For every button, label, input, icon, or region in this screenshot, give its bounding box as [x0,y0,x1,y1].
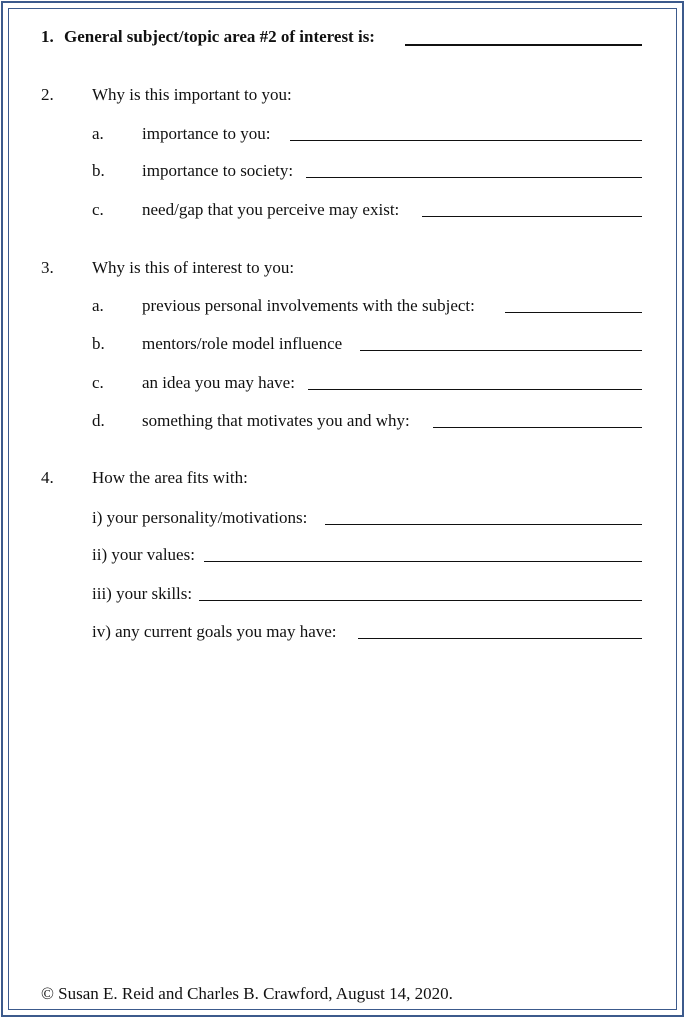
answer-line-q3a[interactable] [505,297,642,313]
item-text: iii) your skills: [92,584,193,603]
item-text: an idea you may have: [142,373,295,392]
question-2-text: Why is this important to you: [92,85,292,104]
item-text: ii) your values: [92,545,195,564]
question-1-number: 1. [41,27,54,46]
item-letter: d. [92,411,105,430]
item-letter: b. [92,334,105,353]
item-letter: c. [92,200,104,219]
answer-line-q4ii[interactable] [204,546,642,562]
item-text: previous personal involvements with the subject: [142,296,475,315]
question-3-number: 3. [41,258,54,277]
item-text: need/gap that you perceive may exist: [142,200,400,219]
item-letter: c. [92,373,104,392]
question-2-number: 2. [41,85,54,104]
question-1 [41,27,375,47]
item-text: importance to you: [142,124,271,143]
answer-line-q4iii[interactable] [199,585,642,601]
question-1-text: General subject/topic area #2 of interest is: [64,27,375,46]
question-3-text: Why is this of interest to you: [92,258,295,277]
question-4-number: 4. [41,468,54,487]
answer-line-q1[interactable] [405,25,642,46]
answer-line-q2c[interactable] [422,201,642,217]
item-letter: b. [92,161,105,180]
answer-line-q4iv[interactable] [358,623,642,639]
item-text: mentors/role model influence [142,334,343,353]
answer-line-q3d[interactable] [433,412,642,428]
answer-line-q2b[interactable] [306,162,642,178]
answer-line-q3c[interactable] [308,374,642,390]
item-text: iv) any current goals you may have: [92,622,337,641]
copyright-footer: © Susan E. Reid and Charles B. Crawford, August 14, 2020. [41,984,453,1003]
answer-line-q3b[interactable] [360,335,642,351]
item-text: i) your personality/motivations: [92,508,308,527]
item-letter: a. [92,296,104,315]
item-text: something that motivates you and why: [142,411,410,430]
answer-line-q2a[interactable] [290,125,642,141]
question-4-text: How the area fits with: [92,468,248,487]
item-letter: a. [92,124,104,143]
answer-line-q4i[interactable] [325,509,642,525]
item-text: importance to society: [142,161,294,180]
